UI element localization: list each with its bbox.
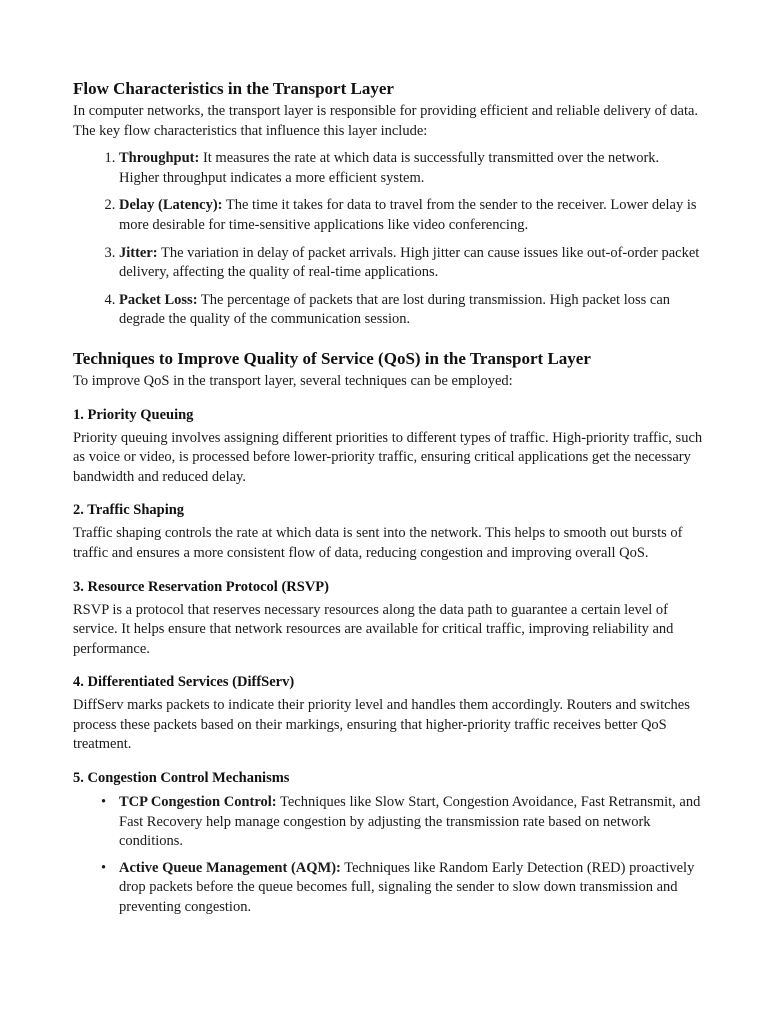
bullet-icon: • xyxy=(101,794,107,811)
desc-jitter: The variation in delay of packet arrivals. High jitter can cause issues like out-of-order packet delivery, affecting the quality of real-time applications. xyxy=(119,244,700,281)
technique-body: RSVP is a protocol that reserves necessary resources along the data path to guarantee a certain level of service. It helps ensure that network resources are available for critical traffic, improving reliability and performance. xyxy=(73,601,674,657)
technique-heading: 4. Differentiated Services (DiffServ) xyxy=(73,674,295,691)
technique-heading: 2. Traffic Shaping xyxy=(73,502,185,519)
list-item-tcp-congestion-control xyxy=(101,793,703,852)
technique-rsvp xyxy=(73,578,703,660)
bullet-icon: • xyxy=(101,859,107,876)
technique-congestion-control xyxy=(73,769,703,918)
term-delay: Delay (Latency): xyxy=(119,197,223,214)
flow-section-title: Flow Characteristics in the Transport Layer xyxy=(73,79,394,98)
term-aqm: Active Queue Management (AQM): xyxy=(119,859,341,876)
flow-section-intro: In computer networks, the transport layer is responsible for providing efficient and reliable delivery of data. The key flow characteristics that influence this layer include: xyxy=(73,103,699,139)
term-throughput: Throughput: xyxy=(119,150,200,167)
list-item-throughput xyxy=(119,149,703,188)
desc-tcp-congestion-control: Techniques like Slow Start, Congestion Avoidance, Fast Retransmit, and Fast Recovery help manage congestion by adjusting the transmission rate based on network conditions. xyxy=(119,794,701,850)
qos-section-intro: To improve QoS in the transport layer, several techniques can be employed: xyxy=(73,372,513,389)
technique-priority-queuing xyxy=(73,406,703,488)
list-item-jitter xyxy=(119,244,703,283)
list-item-packet-loss xyxy=(119,291,703,330)
term-jitter: Jitter: xyxy=(119,244,158,261)
technique-diffserv xyxy=(73,673,703,755)
technique-traffic-shaping xyxy=(73,501,703,563)
term-packet-loss: Packet Loss: xyxy=(119,291,198,308)
technique-heading: 1. Priority Queuing xyxy=(73,406,194,423)
flow-characteristics-section xyxy=(73,78,703,330)
qos-section-title: Techniques to Improve Quality of Service (QoS) in the Transport Layer xyxy=(73,348,591,368)
desc-delay: The time it takes for data to travel from the sender to the receiver. Lower delay is more desirable for time-sensitive applications like video conferencing. xyxy=(119,197,697,233)
technique-heading: 3. Resource Reservation Protocol (RSVP) xyxy=(73,578,329,595)
desc-packet-loss: The percentage of packets that are lost during transmission. High packet loss can degrade the quality of the communication session. xyxy=(119,291,671,328)
desc-aqm: Techniques like Random Early Detection (RED) proactively drop packets before the queue becomes full, signaling the sender to slow down transmission and preventing congestion. xyxy=(119,859,695,916)
technique-body: Traffic shaping controls the rate at which data is sent into the network. This helps to smooth out bursts of traffic and ensures a more consistent flow of data, reducing congestion and improving overall QoS. xyxy=(73,525,683,561)
list-item-delay xyxy=(119,196,703,235)
list-item-aqm xyxy=(101,859,703,918)
qos-techniques-section xyxy=(73,348,703,918)
term-tcp-congestion-control: TCP Congestion Control: xyxy=(119,794,277,811)
technique-heading: 5. Congestion Control Mechanisms xyxy=(73,770,290,787)
congestion-control-list xyxy=(73,793,703,918)
technique-body: DiffServ marks packets to indicate their priority level and handles them accordingly. Routers and switches process these packets based on their markings, ensuring that higher-priority traffic receives better QoS treatment. xyxy=(73,697,690,753)
document-page xyxy=(73,78,703,925)
desc-throughput: It measures the rate at which data is successfully transmitted over the network. Higher throughput indicates a more efficient system. xyxy=(119,150,660,186)
technique-body: Priority queuing involves assigning different priorities to different types of traffic. High-priority traffic, such as voice or video, is processed before lower-priority traffic, ensuring critical applications get the necessary bandwidth and reduced delay. xyxy=(73,429,703,485)
flow-characteristics-list xyxy=(73,149,703,330)
